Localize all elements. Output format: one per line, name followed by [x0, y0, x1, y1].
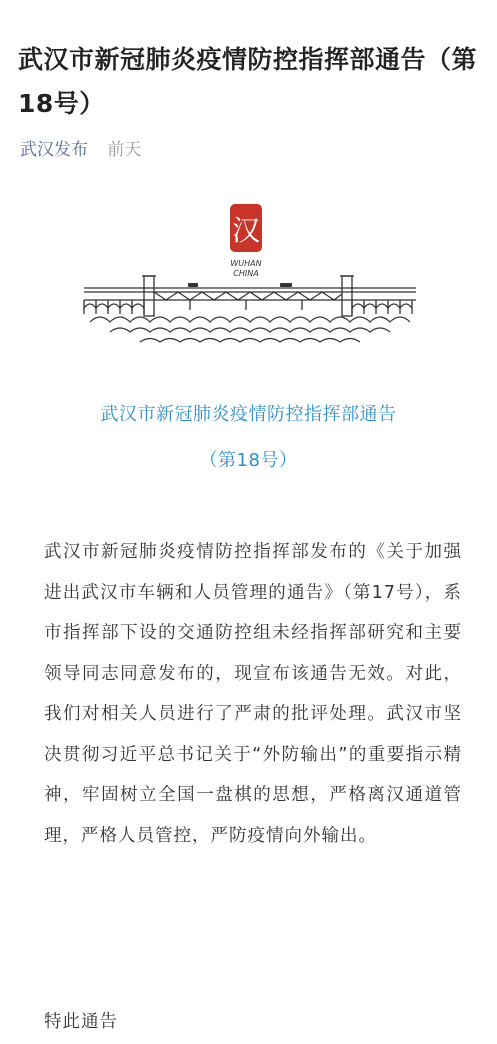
article-body: 武汉市新冠肺炎疫情防控指挥部发布的《关于加强进出武汉市车辆和人员管理的通告》（第17号），系市指挥部下设的交通防控组未经指挥部研究和主要领导同志同意发布的，现宣布该通告无效。对此，我们对相关人员进行了严肃的批评处理。武汉市坚决贯彻习近平总书记关于“外防输出”的重要指示精神，牢固树立全国一盘棋的思想，严格离汉通道管理，严格人员管控，严防疫情向外输出。 — [44, 542, 462, 846]
publish-time: 前天 — [107, 140, 142, 160]
car-icons — [188, 283, 292, 287]
wave-icons — [90, 317, 410, 342]
author-link[interactable]: 武汉发布 — [20, 140, 88, 160]
seal-icon — [230, 204, 262, 252]
notice-number: （第18号） — [199, 450, 298, 471]
bridge-icon — [84, 276, 416, 316]
article-meta — [20, 138, 141, 162]
wuhan-bridge-logo — [70, 196, 430, 356]
article-closing: 特此通告 — [44, 1012, 118, 1032]
logo-caption-2: CHINA — [233, 269, 259, 278]
notice-heading: 武汉市新冠肺炎疫情防控指挥部通告 — [100, 404, 397, 425]
article-title: 武汉市新冠肺炎疫情防控指挥部通告（第18号） — [18, 45, 478, 118]
logo-caption-1: WUHAN — [230, 259, 262, 268]
seal-text: 汉 — [231, 214, 261, 247]
